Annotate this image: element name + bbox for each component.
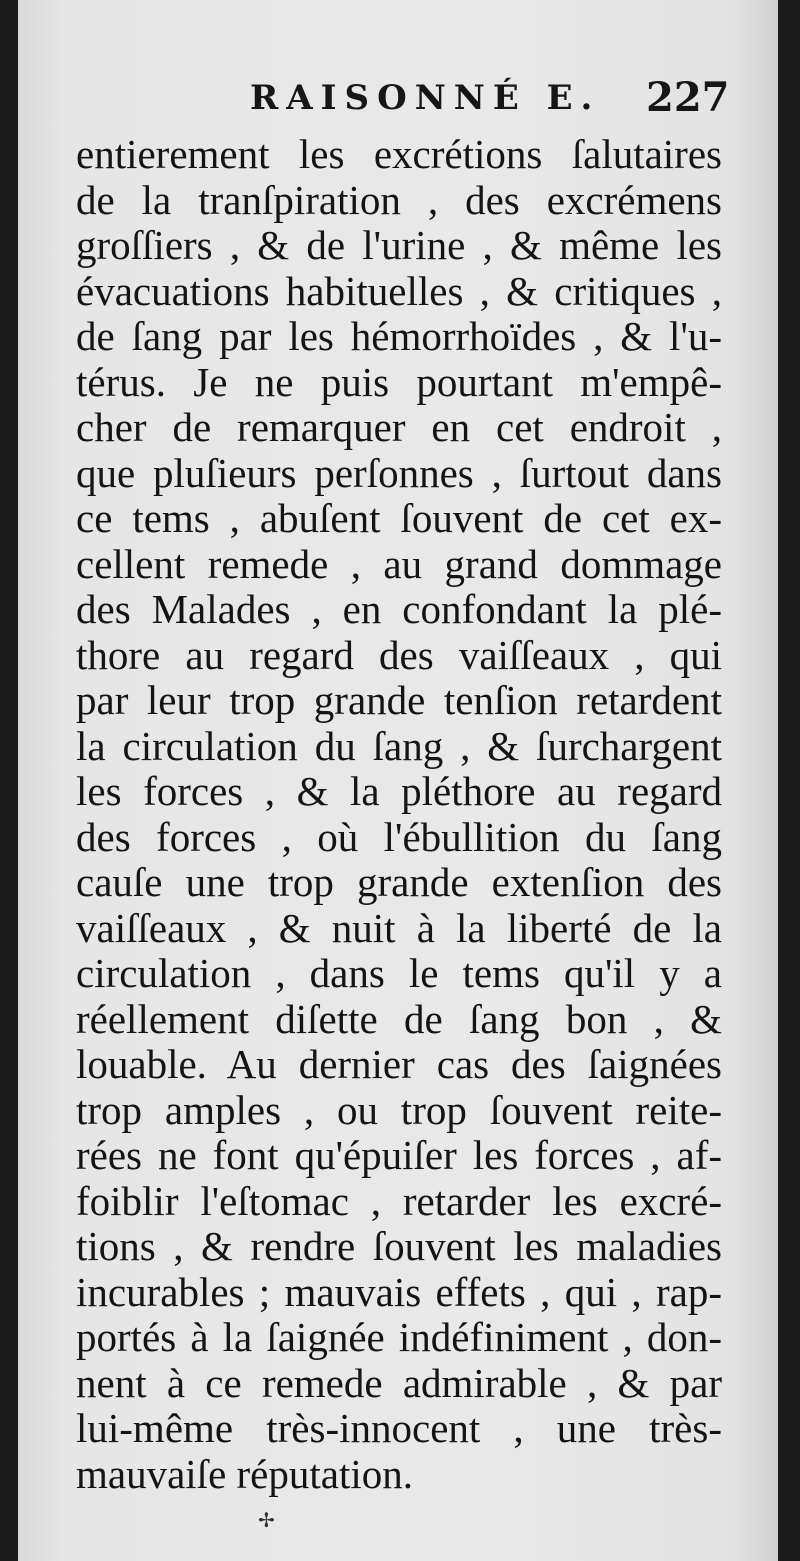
text-line: nent à ce remede admirable , & par — [76, 1359, 722, 1406]
text-line: térus. Je ne puis pourtant m'empê- — [76, 358, 722, 405]
text-line: la circulation du ſang , & ſurchargent — [76, 722, 722, 769]
book-page — [18, 0, 778, 1561]
page-mark-icon: ✢ — [258, 1508, 275, 1532]
text-line: louable. Au dernier cas des ſaignées — [76, 1041, 722, 1087]
text-line: cellent remede , au grand dommage — [76, 540, 722, 587]
text-line: rées ne font qu'épuiſer les forces , af- — [76, 1132, 722, 1178]
text-line: trop amples , ou trop ſouvent reite- — [76, 1086, 722, 1133]
text-line: foiblir l'eſtomac , retarder les excré- — [76, 1177, 722, 1224]
text-line: évacuations habituelles , & critiques , — [76, 267, 722, 314]
text-line: que pluſieurs perſonnes , ſurtout dans — [76, 449, 722, 496]
text-line: des forces , où l'ébullition du ſang — [76, 813, 722, 860]
text-line: cher de remarquer en cet endroit , — [76, 404, 722, 450]
text-line: par leur trop grande tenſion retardent — [76, 677, 722, 723]
text-line: de la tranſpiration , des excrémens — [76, 176, 722, 223]
running-head: RAISONNÉ E. — [250, 78, 601, 118]
text-line: incurables ; mauvais effets , qui , rap- — [76, 1268, 722, 1315]
text-line: les forces , & la pléthore au regard — [76, 768, 722, 814]
text-line: tions , & rendre ſouvent les maladies — [76, 1223, 722, 1269]
text-line: circulation , dans le tems qu'il y a — [76, 950, 722, 996]
text-line: vaiſſeaux , & nuit à la liberté de la — [76, 904, 722, 951]
body-text — [76, 132, 722, 1497]
text-line: cauſe une trop grande extenſion des — [76, 859, 722, 905]
text-line: thore au regard des vaiſſeaux , qui — [76, 631, 722, 678]
page-number: 227 — [646, 74, 730, 121]
text-line: de ſang par les hémorrhoïdes , & l'u- — [76, 313, 722, 359]
text-line: entierement les excrétions ſalutaires — [76, 131, 722, 177]
text-line: réellement diſette de ſang bon , & — [76, 995, 722, 1042]
text-line: ce tems , abuſent ſouvent de cet ex- — [76, 495, 722, 541]
text-line: des Malades , en confondant la plé- — [76, 586, 722, 632]
text-line: mauvaiſe réputation. — [76, 1450, 413, 1497]
page-header — [18, 74, 778, 128]
text-line: groſſiers , & de l'urine , & même les — [76, 222, 722, 268]
text-line: lui-même très-innocent , une très- — [76, 1405, 722, 1451]
text-line: portés à la ſaignée indéfiniment , don- — [76, 1314, 722, 1360]
